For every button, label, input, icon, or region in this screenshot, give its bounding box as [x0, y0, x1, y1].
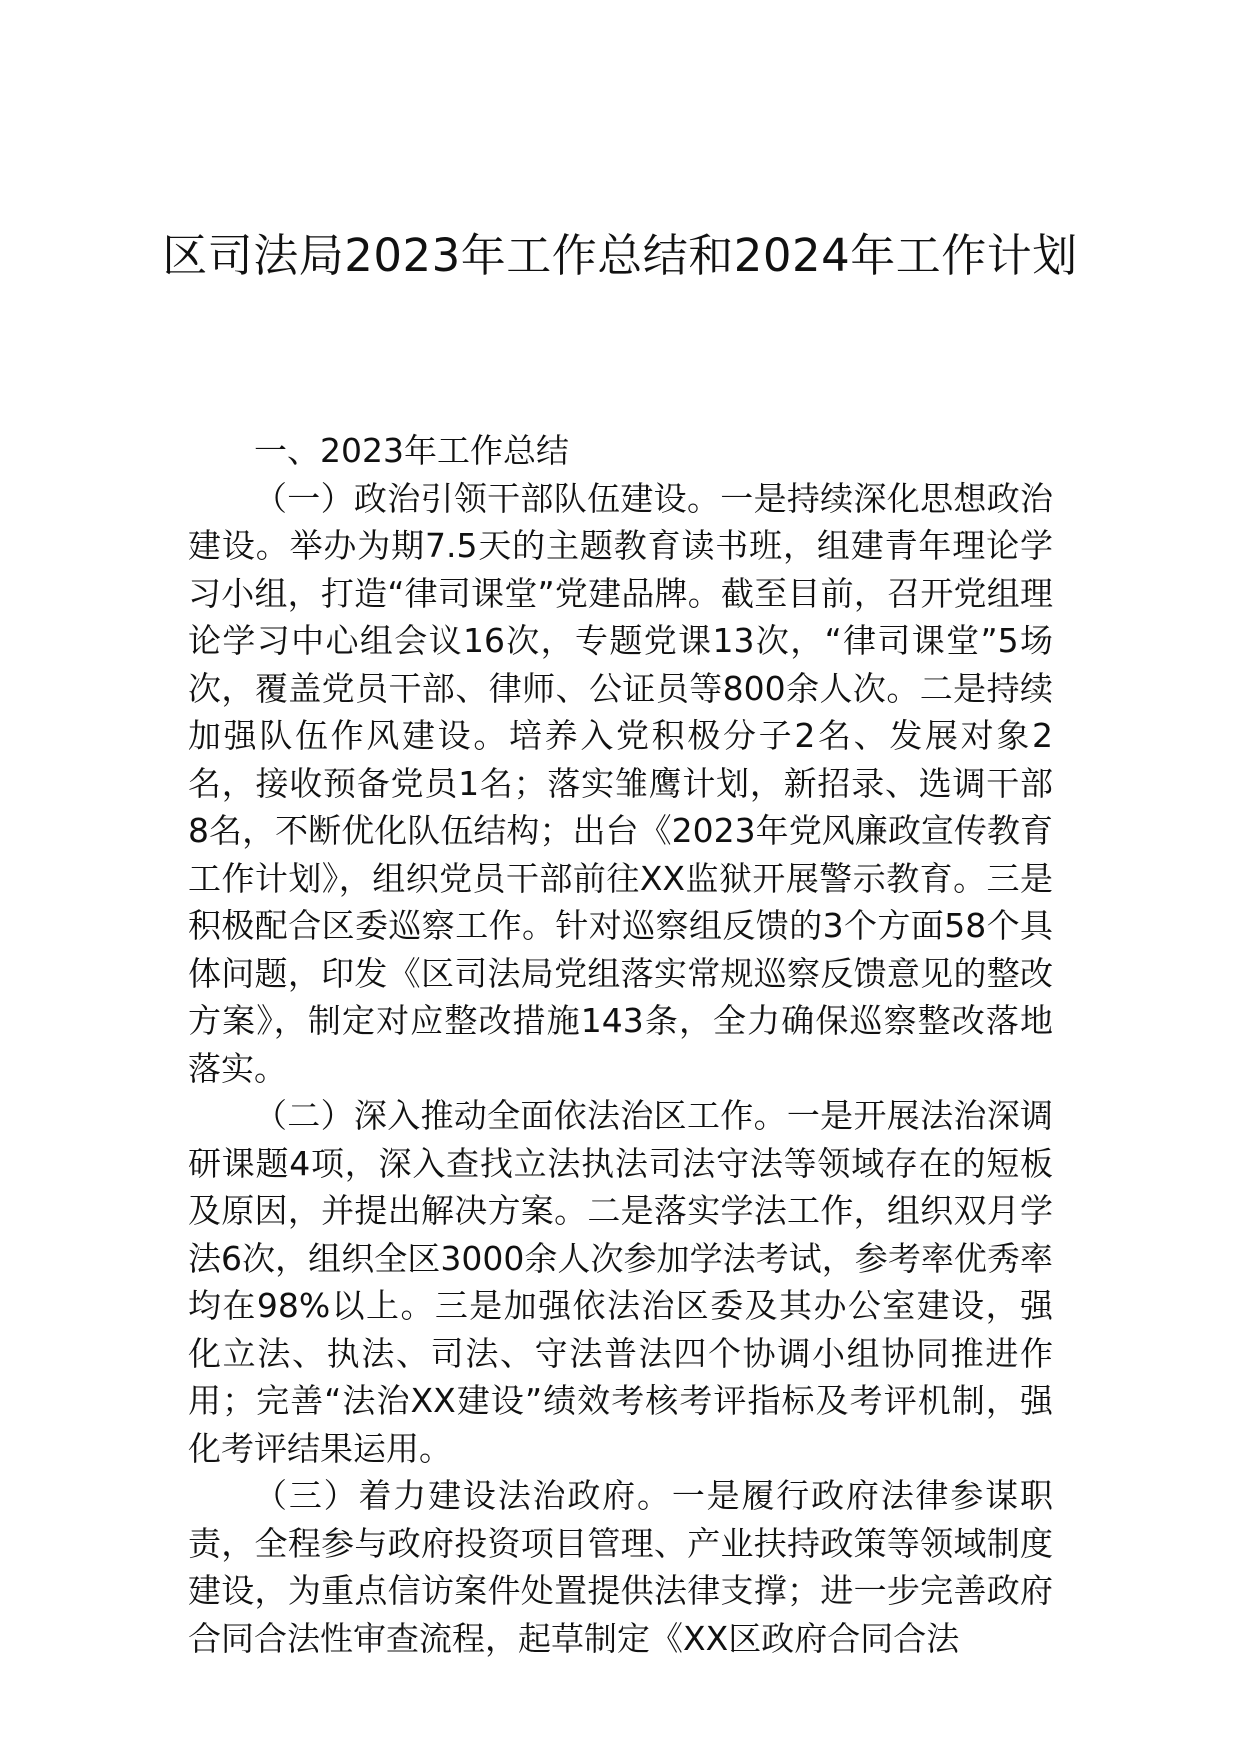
section-heading: 一、2023年工作总结: [254, 431, 569, 470]
document-body: [188, 427, 1053, 1662]
paragraph-political-leadership: （一）政治引领干部队伍建设。一是持续深化思想政治建设。举办为期7.5天的主题教育读书班，组建青年理论学习小组，打造“律司课堂”党建品牌。截至目前，召开党组理论学习中心组会议16次，专题党课13次，“律司课堂”5场次，覆盖党员干部、律师、公证员等800余人次。二是持续加强队伍作风建设。培养入党积极分子2名、发展对象2名，接收预备党员1名；落实雏鹰计划，新招录、选调干部8名，不断优化队伍结构；出台《2023年党风廉政宣传教育工作计划》，组织党员干部前往XX监狱开展警示教育。三是积极配合区委巡察工作。针对巡察组反馈的3个方面58个具体问题，印发《区司法局党组落实常规巡察反馈意见的整改方案》，制定对应整改措施143条，全力确保巡察整改落地落实。: [188, 478, 1053, 1088]
paragraph-rule-of-law-government: （三）着力建设法治政府。一是履行政府法律参谋职责，全程参与政府投资项目管理、产业扶持政策等领域制度建设，为重点信访案件处置提供法律支撑；进一步完善政府合同合法性审查流程，起草制定《XX区政府合同合法: [188, 1476, 1053, 1658]
document-title: 区司法局2023年工作总结和2024年工作计划: [162, 229, 1078, 282]
paragraph-rule-of-law-district: （二）深入推动全面依法治区工作。一是开展法治深调研课题4项，深入查找立法执法司法守法等领域存在的短板及原因，并提出解决方案。二是落实学法工作，组织双月学法6次，组织全区3000余人次参加学法考试，参考率优秀率均在98%以上。三是加强依法治区委及其办公室建设，强化立法、执法、司法、守法普法四个协调小组协同推进作用；完善“法治XX建设”绩效考核考评指标及考评机制，强化考评结果运用。: [188, 1096, 1053, 1468]
